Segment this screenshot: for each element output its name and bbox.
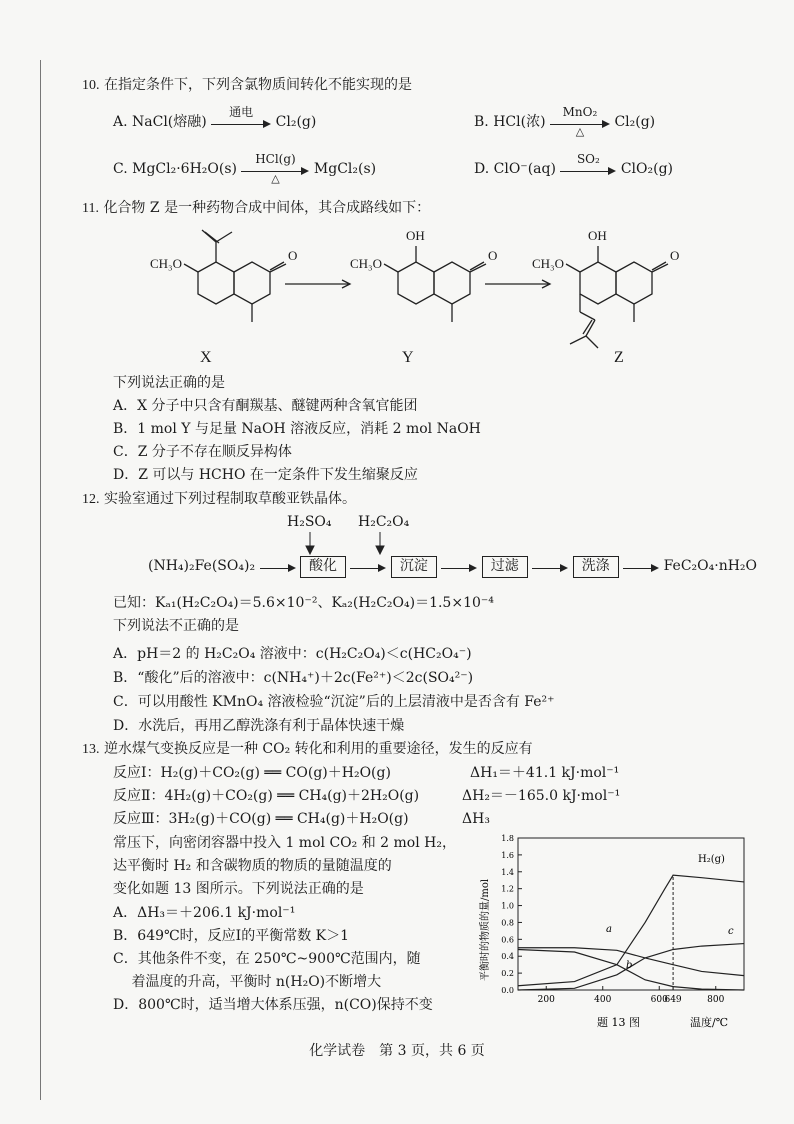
- q13-desc-2: 达平衡时 H₂ 和含碳物质的物质的量随温度的: [113, 858, 392, 874]
- y-tick-label: 1.0: [501, 901, 514, 911]
- arrow-under: △: [575, 125, 585, 138]
- reagent-h2so4: H₂SO₄: [287, 514, 332, 530]
- rhs: Cl₂(g): [275, 114, 317, 130]
- q12-stem: [82, 491, 356, 509]
- reaction-1-dh: ΔH₁＝＋41.1 kJ·mol⁻¹: [470, 765, 620, 781]
- x-tick-label: 649: [664, 995, 682, 1005]
- q11-option-a: A．X 分子中只含有酮羰基、醚键两种含氧官能团: [113, 398, 418, 414]
- q11-option-c: C．Z 分子不存在顺反异构体: [113, 444, 292, 460]
- reaction-3: 反应Ⅲ：3H₂(g)＋CO(g) ══ CH₄(g)＋H₂O(g): [113, 811, 409, 827]
- y-och3: CH₃O: [350, 256, 382, 271]
- chart-ylabel: 平衡时的物质的量/mol: [480, 878, 491, 982]
- y-tick-label: 1.2: [501, 884, 514, 894]
- q13-number: 13.: [82, 742, 100, 757]
- arrow-over: HCl(g): [255, 152, 296, 166]
- product: FeC₂O₄·nH₂O: [663, 558, 758, 574]
- x-och3: CH₃O: [150, 256, 182, 271]
- reaction-arrow: [550, 105, 610, 138]
- q11-stem: [82, 200, 430, 218]
- x-tick-label: 800: [707, 995, 725, 1005]
- rhs: ClO₂(g): [620, 161, 674, 177]
- x-tick-label: 600: [650, 995, 668, 1005]
- q13-option-b: B．649℃时，反应Ⅰ的平衡常数 K＞1: [113, 928, 350, 944]
- x-carbonyl-o: O: [288, 248, 298, 263]
- q10-option-c: [113, 152, 377, 185]
- label-a: a: [606, 924, 612, 935]
- chart-xlabel: 温度/℃: [689, 1016, 728, 1029]
- reaction-2: 反应Ⅱ：4H₂(g)＋CO₂(g) ══ CH₄(g)＋2H₂O(g): [113, 788, 420, 804]
- arrow-over: MnO₂: [562, 105, 598, 119]
- step-precipitate: 沉淀: [391, 556, 437, 578]
- q13-desc-3: 变化如题 13 图所示。下列说法正确的是: [113, 881, 364, 897]
- lhs: MgCl₂·6H₂O(s): [132, 161, 237, 177]
- q13-chart: [470, 830, 750, 1030]
- lhs: ClO⁻(aq): [493, 161, 556, 177]
- y-tick-label: 0.6: [501, 935, 514, 945]
- start-material: (NH₄)₂Fe(SO₄)₂: [148, 558, 256, 574]
- q13-stem: [82, 741, 533, 759]
- label-b: b: [626, 960, 633, 971]
- flow-arrow: [623, 557, 659, 575]
- q12-prompt: 下列说法不正确的是: [113, 618, 239, 634]
- q13-stem-text: 逆水煤气变换反应是一种 CO₂ 转化和利用的重要途径，发生的反应有: [103, 741, 533, 757]
- z-carbonyl-o: O: [670, 248, 680, 263]
- flow-arrow: [441, 557, 477, 575]
- q13-option-a: A．ΔH₃＝＋206.1 kJ·mol⁻¹: [113, 905, 296, 921]
- y-tick-label: 0.4: [501, 952, 514, 962]
- q13-option-c: C．其他条件不变，在 250℃~900℃范围内，随: [113, 951, 421, 967]
- q13-option-d: D．800℃时，适当增大体系压强，n(CO)保持不变: [113, 997, 433, 1013]
- label-h2: H₂(g): [698, 854, 725, 865]
- q13-desc-1: 常压下，向密闭容器中投入 1 mol CO₂ 和 2 mol H₂，: [113, 835, 456, 851]
- step-wash: 洗涤: [573, 556, 619, 578]
- q10-number: 10.: [82, 78, 100, 93]
- q12-option-d: D．水洗后，再用乙醇洗涤有利于晶体快速干燥: [113, 718, 405, 734]
- y-oh: OH: [406, 228, 425, 243]
- flow-arrow: [350, 557, 386, 575]
- reaction-arrow: [211, 105, 271, 131]
- q10-stem: [82, 77, 412, 95]
- step-acidify: 酸化: [300, 556, 346, 578]
- option-label: C.: [113, 161, 128, 177]
- option-label: D.: [474, 161, 490, 177]
- y-tick-label: 0.2: [501, 969, 514, 979]
- y-tick-label: 1.8: [501, 834, 514, 843]
- structure-x: [184, 230, 286, 322]
- label-y: Y: [402, 349, 414, 366]
- margin-rule: [40, 60, 41, 1100]
- structure-z: [566, 246, 668, 348]
- rhs: MgCl₂(s): [313, 161, 377, 177]
- q12-number: 12.: [82, 492, 100, 507]
- structure-y: [384, 246, 486, 322]
- flow-arrow: [260, 557, 296, 575]
- label-x: X: [200, 349, 212, 366]
- reaction-3-dh: ΔH₃: [462, 811, 490, 827]
- q11-number: 11.: [82, 201, 99, 216]
- q12-known: 已知：Kₐ₁(H₂C₂O₄)＝5.6×10⁻²、Kₐ₂(H₂C₂O₄)＝1.5×10⁻⁴: [113, 595, 494, 611]
- option-label: A.: [113, 114, 128, 130]
- reaction-arrow: [241, 152, 309, 185]
- step-filter: 过滤: [482, 556, 528, 578]
- q12-option-a: A．pH＝2 的 H₂C₂O₄ 溶液中：c(H₂C₂O₄)＜c(HC₂O₄⁻): [113, 646, 472, 662]
- reaction-arrow: [560, 152, 616, 178]
- x-tick-label: 400: [594, 995, 612, 1005]
- process-flow: [148, 556, 757, 578]
- label-z: Z: [614, 349, 624, 366]
- y-carbonyl-o: O: [488, 248, 498, 263]
- q11-option-b: B．1 mol Y 与足量 NaOH 溶液反应，消耗 2 mol NaOH: [113, 421, 481, 437]
- flow-arrow: [532, 557, 568, 575]
- q12-option-b: B．“酸化”后的溶液中：c(NH₄⁺)＋2c(Fe²⁺)＜2c(SO₄²⁻): [113, 670, 474, 686]
- x-tick-label: 200: [537, 995, 555, 1005]
- q11-stem-text: 化合物 Z 是一种药物合成中间体，其合成路线如下：: [103, 200, 431, 216]
- y-tick-label: 0.0: [501, 986, 514, 995]
- lhs: NaCl(熔融): [132, 114, 207, 130]
- q10-option-a: [113, 105, 317, 132]
- reaction-1: 反应Ⅰ：H₂(g)＋CO₂(g) ══ CO(g)＋H₂O(g): [113, 765, 391, 781]
- y-tick-label: 0.8: [501, 918, 514, 928]
- rhs: Cl₂(g): [614, 114, 656, 130]
- reagent-arrows: [290, 532, 390, 556]
- q12-stem-text: 实验室通过下列过程制取草酸亚铁晶体。: [103, 491, 356, 507]
- q10-stem-text: 在指定条件下，下列含氯物质间转化不能实现的是: [103, 77, 412, 93]
- z-och3: CH₃O: [532, 256, 564, 271]
- arrow-over: SO₂: [576, 152, 600, 166]
- q10-option-b: [474, 105, 656, 138]
- page-footer: 化学试卷 第 3 页，共 6 页: [309, 1043, 485, 1059]
- reagent-h2c2o4: H₂C₂O₄: [358, 514, 410, 530]
- q11-prompt: 下列说法正确的是: [113, 375, 225, 391]
- label-c: c: [728, 926, 734, 937]
- z-oh: OH: [588, 228, 607, 243]
- q11-option-d: D．Z 可以与 HCHO 在一定条件下发生缩聚反应: [113, 467, 418, 483]
- arrow-over: 通电: [229, 105, 254, 119]
- lhs: HCl(浓): [493, 114, 546, 130]
- chart-caption: 题 13 图: [597, 1016, 640, 1029]
- synthesis-scheme: [140, 222, 700, 372]
- option-label: B.: [474, 114, 489, 130]
- arrow-under: △: [271, 172, 280, 185]
- q13-option-c-cont: 着温度的升高，平衡时 n(H₂O)不断增大: [113, 974, 382, 990]
- y-tick-label: 1.6: [501, 850, 514, 860]
- q10-option-d: [474, 152, 674, 179]
- y-tick-label: 1.4: [501, 867, 514, 877]
- reaction-2-dh: ΔH₂＝－165.0 kJ·mol⁻¹: [462, 788, 621, 804]
- q12-option-c: C．可以用酸性 KMnO₄ 溶液检验“沉淀”后的上层清液中是否含有 Fe²⁺: [113, 694, 555, 710]
